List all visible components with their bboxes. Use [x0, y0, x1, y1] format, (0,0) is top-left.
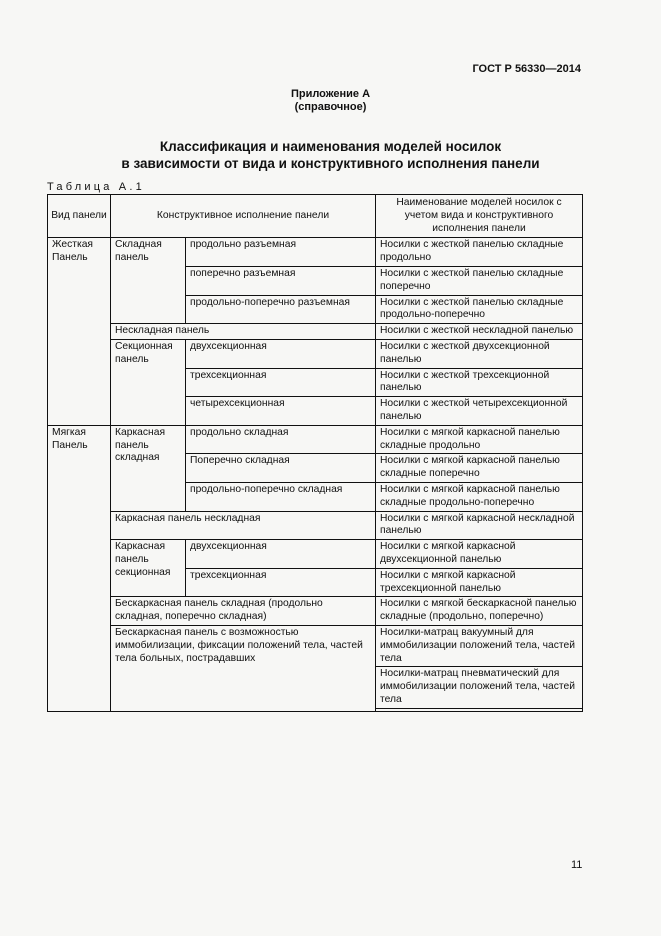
col-header-name: Наименование моделей носилок с учетом вида и конструктивного исполнения панели	[376, 195, 583, 238]
variant-cell: продольно складная	[186, 425, 376, 454]
table-header-row	[48, 195, 583, 238]
group-type-soft: Мягкая Панель	[48, 425, 111, 711]
annex-block	[0, 88, 661, 114]
variant-cell: двухсекционная	[186, 339, 376, 368]
model-name-cell: Носилки с жесткой двухсекционной панелью	[376, 339, 583, 368]
variant-cell: Каркасная панель нескладная	[111, 511, 376, 540]
subgroup-frame-sectional: Каркасная панель секционная	[111, 540, 186, 597]
table-row	[48, 339, 583, 368]
subgroup-folding: Складная панель	[111, 238, 186, 324]
table-row	[48, 324, 583, 340]
table-row	[48, 540, 583, 569]
subgroup-frame-folding: Каркасная панель складная	[111, 425, 186, 511]
model-name-cell: Носилки с жесткой нескладной панелью	[376, 324, 583, 340]
empty-cell	[376, 708, 583, 711]
variant-cell: четырехсекционная	[186, 397, 376, 426]
group-type-rigid: Жесткая Панель	[48, 238, 111, 425]
subgroup-sectional: Секционная панель	[111, 339, 186, 425]
variant-cell: поперечно разъемная	[186, 266, 376, 295]
col-header-design: Конструктивное исполнение панели	[111, 195, 376, 238]
heading-line-1: Классификация и наименования моделей носилок	[159, 139, 502, 154]
model-name-cell: Носилки с жесткой четырехсекционной панелью	[376, 397, 583, 426]
model-name-cell: Носилки с мягкой каркасной нескладной панелью	[376, 511, 583, 540]
page-number: 11	[571, 859, 583, 871]
variant-cell: трехсекционная	[186, 368, 376, 397]
model-name-cell: Носилки-матрац вакуумный для иммобилизации положений тела, частей тела	[376, 625, 583, 666]
variant-cell: трехсекционная	[186, 568, 376, 597]
table-caption: Таблица А.1	[47, 181, 145, 193]
model-name-cell: Носилки-матрац пневматический для иммобилизации положений тела, частей тела	[376, 667, 583, 708]
model-name-cell: Носилки с жесткой панелью складные поперечно	[376, 266, 583, 295]
table-row	[48, 425, 583, 454]
variant-cell: Бескаркасная панель с возможностью иммобилизации, фиксации положений тела, частей тела больных, пострадавших	[111, 625, 376, 711]
model-name-cell: Носилки с жесткой трехсекционной панелью	[376, 368, 583, 397]
variant-cell: Нескладная панель	[111, 324, 376, 340]
variant-cell: продольно разъемная	[186, 238, 376, 267]
classification-table	[47, 194, 583, 712]
section-heading	[0, 138, 661, 172]
model-name-cell: Носилки с мягкой каркасной панелью складные поперечно	[376, 454, 583, 483]
table-row	[48, 238, 583, 267]
variant-cell: продольно-поперечно разъемная	[186, 295, 376, 324]
annex-subtitle: (справочное)	[294, 101, 367, 113]
model-name-cell: Носилки с мягкой бескаркасной панелью складные (продольно, поперечно)	[376, 597, 583, 626]
model-name-cell: Носилки с мягкой каркасной панелью складные продольно-поперечно	[376, 482, 583, 511]
annex-title: Приложение А	[290, 88, 371, 100]
standard-designation: ГОСТ Р 56330—2014	[472, 63, 581, 75]
model-name-cell: Носилки с жесткой панелью складные продольно	[376, 238, 583, 267]
table-row	[48, 511, 583, 540]
variant-cell: Бескаркасная панель складная (продольно складная, поперечно складная)	[111, 597, 376, 626]
model-name-cell: Носилки с жесткой панелью складные продольно-поперечно	[376, 295, 583, 324]
variant-cell: продольно-поперечно складная	[186, 482, 376, 511]
heading-line-2: в зависимости от вида и конструктивного исполнения панели	[121, 156, 540, 171]
col-header-type: Вид панели	[48, 195, 111, 238]
table-row	[48, 625, 583, 666]
model-name-cell: Носилки с мягкой каркасной двухсекционной панелью	[376, 540, 583, 569]
variant-cell: двухсекционная	[186, 540, 376, 569]
table-row	[48, 597, 583, 626]
variant-cell: Поперечно складная	[186, 454, 376, 483]
model-name-cell: Носилки с мягкой каркасной трехсекционной панелью	[376, 568, 583, 597]
model-name-cell: Носилки с мягкой каркасной панелью складные продольно	[376, 425, 583, 454]
